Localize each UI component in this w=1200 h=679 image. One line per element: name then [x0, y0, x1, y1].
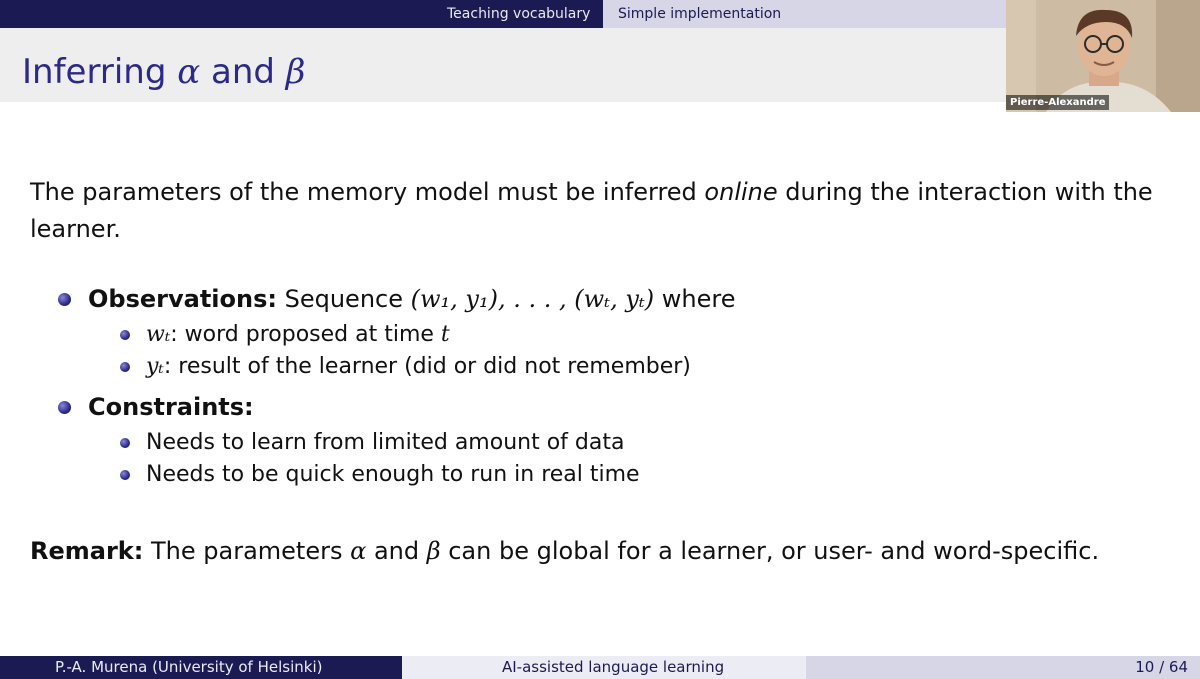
footer-author-section — [0, 656, 402, 679]
nav-section-background — [0, 0, 603, 28]
observations-text-pre: Sequence — [276, 285, 411, 313]
constraints-heading: Constraints: — [88, 393, 254, 421]
remark-alpha: α — [350, 537, 367, 565]
slide-title — [22, 50, 305, 94]
title-beta: β — [285, 52, 306, 92]
intro-paragraph — [30, 174, 1180, 248]
title-and: and — [200, 52, 286, 92]
footer-talk-title: AI-assisted language learning — [502, 658, 725, 676]
sub-item-yt — [120, 353, 691, 381]
remark-heading: Remark: — [30, 537, 144, 565]
footer-page-section — [806, 656, 1200, 679]
sub-item-limited-data — [120, 429, 624, 457]
t-math: t — [440, 322, 450, 347]
wt-math: wₜ — [146, 322, 171, 347]
bullet-icon — [120, 362, 130, 372]
bullet-icon — [120, 330, 130, 340]
nav-subsection-simple-implementation[interactable]: Simple implementation — [618, 6, 782, 22]
remark-text-post: can be global for a learner, or user- and word-specific. — [440, 537, 1100, 565]
participant-name-label: Pierre-Alexandre — [1006, 95, 1109, 110]
footer-title-section — [402, 656, 806, 679]
intro-text-pre: The parameters of the memory model must be inferred — [30, 178, 705, 206]
yt-text: : result of the learner (did or did not remember) — [163, 354, 691, 379]
remark-text-pre: The parameters — [143, 537, 351, 565]
webcam-video-tile[interactable] — [1006, 0, 1200, 112]
title-text: Inferring — [22, 52, 178, 92]
observations-sequence-math: (w₁, y₁), . . . , (wₜ, yₜ) — [410, 285, 655, 313]
list-item-constraints — [58, 392, 254, 422]
bullet-icon — [58, 293, 71, 306]
observations-text-post: where — [654, 285, 736, 313]
bullet-icon — [58, 401, 71, 414]
bullet-icon — [120, 438, 130, 448]
slide-footer — [0, 656, 1200, 679]
list-item-observations — [58, 284, 736, 314]
footer-author: P.-A. Murena (University of Helsinki) — [55, 658, 323, 676]
intro-text-post: during the interaction with the learner. — [30, 178, 1153, 243]
footer-page-number: 10 / 64 — [1135, 658, 1188, 676]
title-alpha: α — [177, 52, 201, 92]
slide-content — [0, 102, 1200, 656]
real-time-text: Needs to be quick enough to run in real time — [146, 462, 640, 487]
bullet-icon — [120, 470, 130, 480]
remark-paragraph — [30, 534, 1099, 568]
sub-item-wt — [120, 321, 450, 349]
sub-item-real-time — [120, 461, 640, 489]
observations-heading: Observations: — [88, 285, 277, 313]
intro-emphasis: online — [704, 178, 778, 206]
remark-text-mid: and — [366, 537, 427, 565]
yt-math: yₜ — [146, 354, 164, 379]
limited-data-text: Needs to learn from limited amount of data — [146, 430, 625, 455]
remark-beta: β — [426, 537, 441, 565]
wt-text: : word proposed at time — [170, 322, 441, 347]
nav-section-teaching-vocabulary[interactable]: Teaching vocabulary — [447, 6, 591, 22]
